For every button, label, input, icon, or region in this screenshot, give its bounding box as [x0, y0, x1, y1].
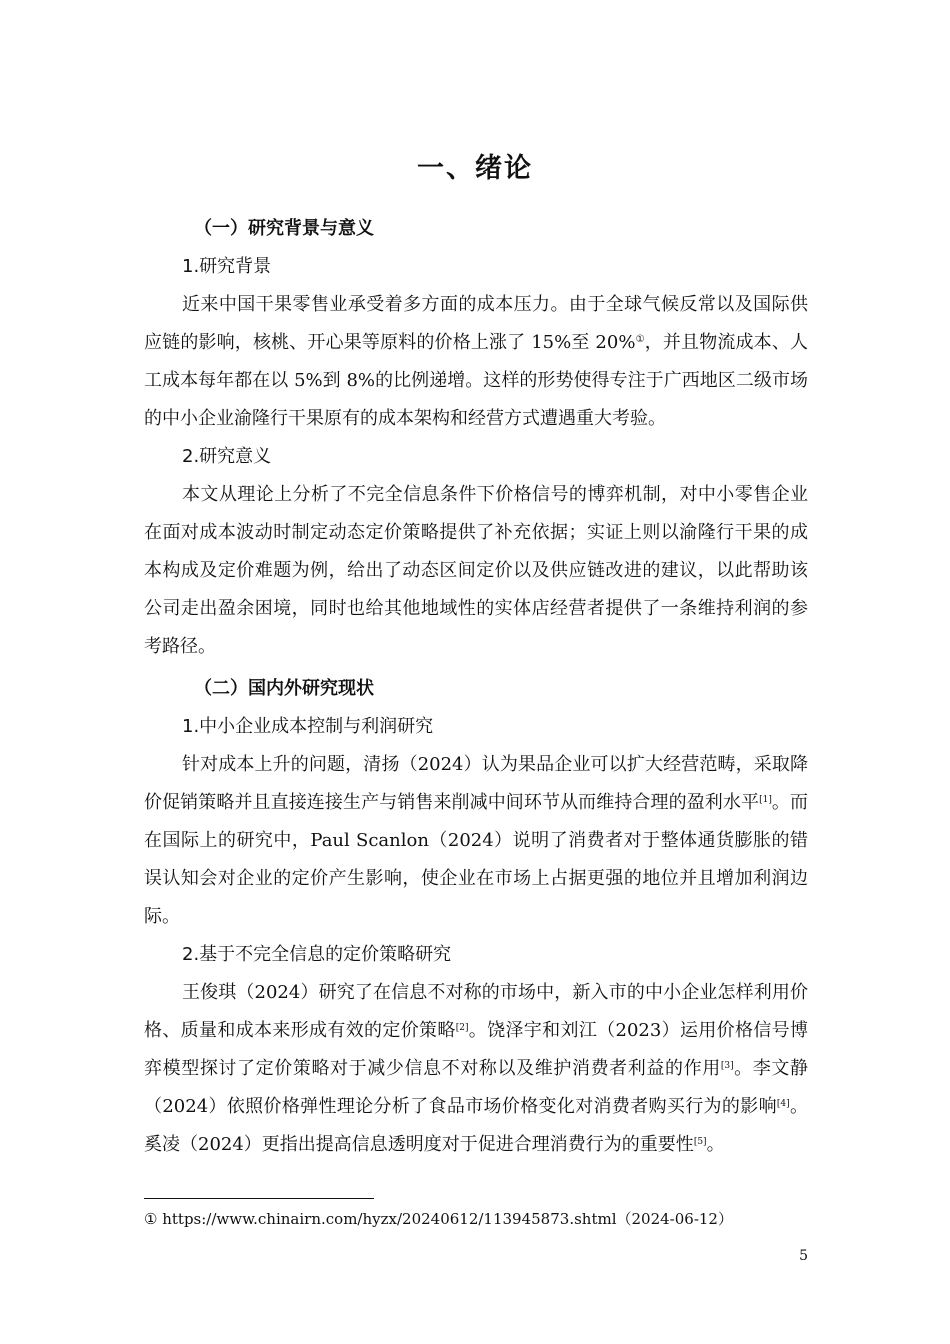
paragraph-background	[144, 286, 808, 438]
paragraph-text: 王俊琪（2024）研究了在信息不对称的市场中，新入市的中小企业怎样利用价格、质量和成本来形成有效的定价策略	[144, 982, 808, 1041]
section-heading-literature: （二）国内外研究现状	[194, 678, 374, 699]
subsection-heading-cost-control: 1.中小企业成本控制与利润研究	[182, 716, 434, 737]
paragraph-text: 近来中国干果零售业承受着多方面的成本压力。由于全球气候反常以及国际供应链的影响，核桃、开心果等原料的价格上涨了 15%至 20%	[144, 294, 808, 353]
citation-ref: [3]	[720, 1061, 734, 1071]
subsection-heading-background: 1.研究背景	[182, 256, 272, 277]
footnote-divider	[144, 1198, 374, 1199]
paragraph-text: 。奚凌（2024）更指出提高信息透明度对于促进合理消费行为的重要性	[144, 1096, 808, 1155]
footnote-link[interactable]: https://www.chinairn.com/hyzx/20240612/113945873.shtml（2024-06-12）	[157, 1210, 733, 1228]
paragraph-text: 。饶泽宇和刘江（2023）运用价格信号博弈模型探讨了定价策略对于减少信息不对称以及维护消费者利益的作用	[144, 1020, 808, 1079]
citation-ref: [2]	[455, 1023, 469, 1033]
paragraph-cost-control	[144, 746, 808, 936]
subsection-heading-significance: 2.研究意义	[182, 446, 272, 467]
footnote-mark: ①	[144, 1210, 158, 1228]
paragraph-text: ，并且物流成本、人工成本每年都在以 5%到 8%的比例递增。这样的形势使得专注于广西地区二级市场的中小企业渝隆行干果原有的成本架构和经营方式遭遇重大考验。	[144, 332, 809, 429]
paragraph-pricing	[144, 974, 808, 1164]
paragraph-text: 针对成本上升的问题，清扬（2024）认为果品企业可以扩大经营范畴，采取降价促销策略并且直接连接生产与销售来削减中间环节从而维持合理的盈利水平	[144, 754, 808, 813]
footnote	[144, 1208, 733, 1230]
citation-ref: [5]	[693, 1137, 707, 1147]
paragraph-text: 本文从理论上分析了不完全信息条件下价格信号的博弈机制，对中小零售企业在面对成本波动时制定动态定价策略提供了补充依据；实证上则以渝隆行干果的成本构成及定价难题为例，给出了动态区间定价以及供应链改进的建议，以此帮助该公司走出盈余困境，同时也给其他地域性的实体店经营者提供了一条维持利润的参考路径。	[144, 484, 808, 657]
paragraph-text: 。李文静（2024）依照价格弹性理论分析了食品市场价格变化对消费者购买行为的影响	[144, 1058, 809, 1117]
page-number: 5	[799, 1248, 808, 1264]
citation-ref: [1]	[759, 795, 772, 805]
paragraph-significance	[144, 476, 808, 666]
subsection-heading-pricing: 2.基于不完全信息的定价策略研究	[182, 944, 452, 965]
section-heading-background: （一）研究背景与意义	[194, 218, 374, 239]
citation-ref: [4]	[776, 1099, 790, 1109]
paragraph-text: 。	[706, 1134, 725, 1155]
paragraph-text: 。而在国际上的研究中，Paul Scanlon（2024）说明了消费者对于整体通货膨胀的错误认知会对企业的定价产生影响，使企业在市场上占据更强的地位并且增加利润边际。	[144, 792, 809, 927]
footnote-marker: ①	[635, 334, 645, 345]
chapter-title: 一、绪论	[417, 153, 533, 184]
